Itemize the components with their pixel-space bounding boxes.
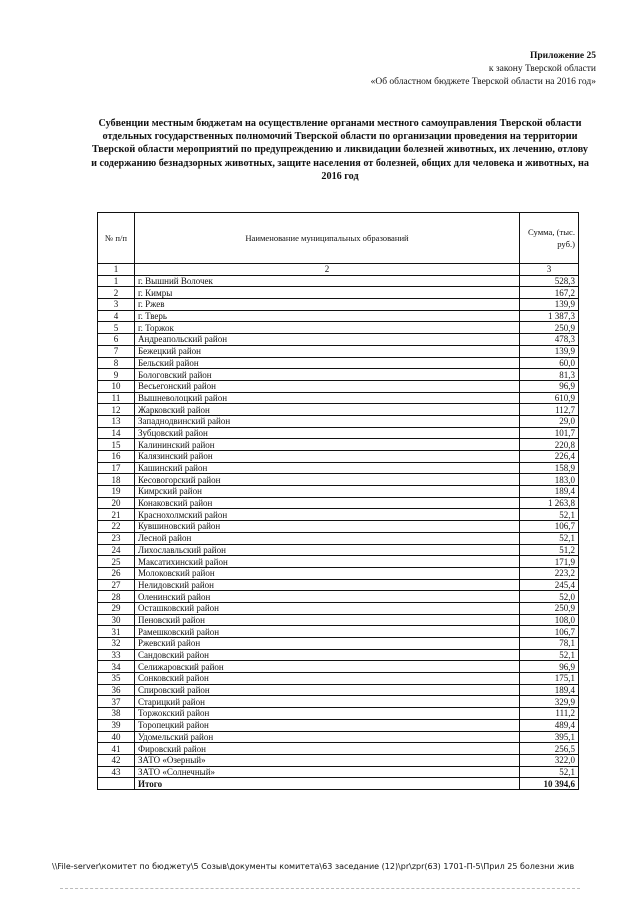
index-cell: 3	[520, 264, 579, 276]
row-municipality: Зубцовский район	[135, 427, 520, 439]
table-row	[98, 591, 579, 603]
row-municipality: Сонковский район	[135, 673, 520, 685]
row-amount: 96,9	[520, 380, 579, 392]
row-number: 26	[98, 567, 135, 579]
row-number: 10	[98, 380, 135, 392]
row-number: 14	[98, 427, 135, 439]
row-municipality: Кимрский район	[135, 486, 520, 498]
row-amount: 189,4	[520, 486, 579, 498]
row-amount: 52,1	[520, 509, 579, 521]
row-number: 38	[98, 708, 135, 720]
table-row	[98, 392, 579, 404]
table-row	[98, 673, 579, 685]
row-municipality: Старицкий район	[135, 696, 520, 708]
row-municipality: Калининский район	[135, 439, 520, 451]
total-amount: 10 394,6	[520, 778, 579, 790]
header-sum: Сумма, (тыс. руб.)	[520, 213, 579, 264]
row-municipality: Бельский район	[135, 357, 520, 369]
table-row	[98, 638, 579, 650]
row-number: 22	[98, 521, 135, 533]
row-number: 34	[98, 661, 135, 673]
row-number: 2	[98, 287, 135, 299]
row-number: 27	[98, 579, 135, 591]
table-row	[98, 310, 579, 322]
row-number: 40	[98, 731, 135, 743]
row-amount: 108,0	[520, 614, 579, 626]
row-amount: 29,0	[520, 415, 579, 427]
table-row	[98, 287, 579, 299]
row-number: 8	[98, 357, 135, 369]
row-amount: 322,0	[520, 754, 579, 766]
row-number: 4	[98, 310, 135, 322]
row-number: 36	[98, 684, 135, 696]
table-row	[98, 754, 579, 766]
row-amount: 223,2	[520, 567, 579, 579]
row-municipality: Бологовский район	[135, 369, 520, 381]
row-municipality: Пеновский район	[135, 614, 520, 626]
appendix-law: к закону Тверской области	[488, 64, 596, 74]
table-row	[98, 544, 579, 556]
table-row	[98, 567, 579, 579]
row-municipality: г. Тверь	[135, 310, 520, 322]
row-number: 41	[98, 743, 135, 755]
row-municipality: Оленинский район	[135, 591, 520, 603]
table-row	[98, 451, 579, 463]
row-amount: 78,1	[520, 638, 579, 650]
row-municipality: г. Ржев	[135, 299, 520, 311]
row-number: 18	[98, 474, 135, 486]
row-municipality: Нелидовский район	[135, 579, 520, 591]
table-row	[98, 299, 579, 311]
row-number: 9	[98, 369, 135, 381]
appendix-header	[371, 50, 596, 89]
row-municipality: Рамешковский район	[135, 626, 520, 638]
row-number: 28	[98, 591, 135, 603]
table-row	[98, 602, 579, 614]
row-amount: 226,4	[520, 451, 579, 463]
row-amount: 329,9	[520, 696, 579, 708]
table-row	[98, 731, 579, 743]
row-amount: 139,9	[520, 299, 579, 311]
row-amount: 183,0	[520, 474, 579, 486]
table-row	[98, 719, 579, 731]
row-number: 23	[98, 532, 135, 544]
row-amount: 111,2	[520, 708, 579, 720]
row-municipality: Конаковский район	[135, 497, 520, 509]
row-municipality: Сандовский район	[135, 649, 520, 661]
table-row	[98, 521, 579, 533]
row-amount: 220,8	[520, 439, 579, 451]
row-municipality: Бежецкий район	[135, 345, 520, 357]
table-row	[98, 532, 579, 544]
row-number: 7	[98, 345, 135, 357]
row-municipality: Весьегонский район	[135, 380, 520, 392]
row-amount: 52,1	[520, 532, 579, 544]
row-municipality: Кесовогорский район	[135, 474, 520, 486]
table-row	[98, 380, 579, 392]
row-number: 13	[98, 415, 135, 427]
row-amount: 81,3	[520, 369, 579, 381]
row-amount: 139,9	[520, 345, 579, 357]
appendix-budget: «Об областном бюджете Тверской области на 2016 год»	[370, 77, 596, 87]
row-amount: 52,1	[520, 766, 579, 778]
row-amount: 96,9	[520, 661, 579, 673]
row-number: 17	[98, 462, 135, 474]
table-row	[98, 334, 579, 346]
row-municipality: Кувшиновский район	[135, 521, 520, 533]
row-number: 6	[98, 334, 135, 346]
row-municipality: Спировский район	[135, 684, 520, 696]
row-municipality: Удомельский район	[135, 731, 520, 743]
document-title: Субвенции местным бюджетам на осуществление органами местного самоуправления Тверской области отдельных государственных полномочий Тверской области по организации проведения на территории Тверской области мероприятий по предупреждению и ликвидации болезней животных, их лечению, отлову и содержанию безнадзорных животных, защите населения от болезней, общих для человека и животных, на 2016 год	[91, 118, 589, 182]
row-amount: 175,1	[520, 673, 579, 685]
header-name: Наименование муниципальных образований	[135, 213, 520, 264]
file-path-footer: \\File-server\комитет по бюджету\5 Созыв\документы комитета\63 заседание (12)\pr\zpr(63) 1701-П-5\Прил 25 болезни жив	[52, 862, 575, 871]
row-number: 21	[98, 509, 135, 521]
table-row	[98, 345, 579, 357]
subsidy-table	[97, 212, 579, 790]
table-row	[98, 275, 579, 287]
table-row	[98, 661, 579, 673]
row-number: 20	[98, 497, 135, 509]
table-row	[98, 684, 579, 696]
table-row	[98, 322, 579, 334]
row-amount: 101,7	[520, 427, 579, 439]
row-number: 3	[98, 299, 135, 311]
row-municipality: Жарковский район	[135, 404, 520, 416]
table-row	[98, 626, 579, 638]
table-row	[98, 708, 579, 720]
row-municipality: Кашинский район	[135, 462, 520, 474]
row-amount: 171,9	[520, 556, 579, 568]
row-municipality: г. Торжок	[135, 322, 520, 334]
table-row	[98, 486, 579, 498]
row-municipality: Максатихинский район	[135, 556, 520, 568]
row-municipality: Калязинский район	[135, 451, 520, 463]
table-row	[98, 462, 579, 474]
index-cell: 1	[98, 264, 135, 276]
row-number: 29	[98, 602, 135, 614]
row-municipality: Западнодвинский район	[135, 415, 520, 427]
row-amount: 51,2	[520, 544, 579, 556]
row-municipality: Ржевский район	[135, 638, 520, 650]
row-amount: 245,4	[520, 579, 579, 591]
row-municipality: Краснохолмский район	[135, 509, 520, 521]
row-number: 19	[98, 486, 135, 498]
row-municipality: Селижаровский район	[135, 661, 520, 673]
row-amount: 1 387,3	[520, 310, 579, 322]
row-number: 35	[98, 673, 135, 685]
total-empty-cell	[98, 778, 135, 790]
table-row	[98, 649, 579, 661]
row-amount: 250,9	[520, 322, 579, 334]
row-municipality: Осташковский район	[135, 602, 520, 614]
row-municipality: г. Вышний Волочек	[135, 275, 520, 287]
table-row	[98, 556, 579, 568]
row-municipality: Лесной район	[135, 532, 520, 544]
row-number: 42	[98, 754, 135, 766]
row-number: 32	[98, 638, 135, 650]
row-number: 33	[98, 649, 135, 661]
row-number: 43	[98, 766, 135, 778]
table-row	[98, 743, 579, 755]
row-amount: 189,4	[520, 684, 579, 696]
table-row	[98, 509, 579, 521]
row-municipality: Андреапольский район	[135, 334, 520, 346]
row-amount: 395,1	[520, 731, 579, 743]
row-amount: 52,0	[520, 591, 579, 603]
row-amount: 250,9	[520, 602, 579, 614]
table-row	[98, 696, 579, 708]
table-row	[98, 439, 579, 451]
row-number: 1	[98, 275, 135, 287]
table-row	[98, 404, 579, 416]
appendix-number: Приложение 25	[529, 51, 596, 61]
total-row	[98, 778, 579, 790]
row-amount: 112,7	[520, 404, 579, 416]
row-number: 39	[98, 719, 135, 731]
row-municipality: Вышневолоцкий район	[135, 392, 520, 404]
column-index-row	[98, 264, 579, 276]
row-number: 30	[98, 614, 135, 626]
footer-divider	[60, 888, 580, 889]
row-number: 25	[98, 556, 135, 568]
total-label: Итого	[135, 778, 520, 790]
table-row	[98, 415, 579, 427]
row-municipality: ЗАТО «Солнечный»	[135, 766, 520, 778]
table-header-row	[98, 213, 579, 264]
row-municipality: Фировский район	[135, 743, 520, 755]
row-amount: 167,2	[520, 287, 579, 299]
row-amount: 158,9	[520, 462, 579, 474]
row-municipality: Молоковский район	[135, 567, 520, 579]
row-amount: 256,5	[520, 743, 579, 755]
table-row	[98, 369, 579, 381]
row-number: 24	[98, 544, 135, 556]
row-amount: 489,4	[520, 719, 579, 731]
header-num: № п/п	[98, 213, 135, 264]
table-row	[98, 614, 579, 626]
row-municipality: ЗАТО «Озерный»	[135, 754, 520, 766]
table-row	[98, 497, 579, 509]
row-number: 31	[98, 626, 135, 638]
row-municipality: Лихославльский район	[135, 544, 520, 556]
row-number: 15	[98, 439, 135, 451]
row-amount: 106,7	[520, 626, 579, 638]
row-number: 11	[98, 392, 135, 404]
row-number: 37	[98, 696, 135, 708]
table-row	[98, 427, 579, 439]
table-row	[98, 357, 579, 369]
row-municipality: Торопецкий район	[135, 719, 520, 731]
row-amount: 106,7	[520, 521, 579, 533]
row-amount: 52,1	[520, 649, 579, 661]
row-number: 12	[98, 404, 135, 416]
row-amount: 528,3	[520, 275, 579, 287]
row-municipality: г. Кимры	[135, 287, 520, 299]
row-municipality: Торжокский район	[135, 708, 520, 720]
table-row	[98, 474, 579, 486]
row-amount: 478,3	[520, 334, 579, 346]
index-cell: 2	[135, 264, 520, 276]
row-amount: 1 263,8	[520, 497, 579, 509]
row-amount: 610,9	[520, 392, 579, 404]
row-number: 5	[98, 322, 135, 334]
row-number: 16	[98, 451, 135, 463]
table-row	[98, 579, 579, 591]
row-amount: 60,0	[520, 357, 579, 369]
table-row	[98, 766, 579, 778]
